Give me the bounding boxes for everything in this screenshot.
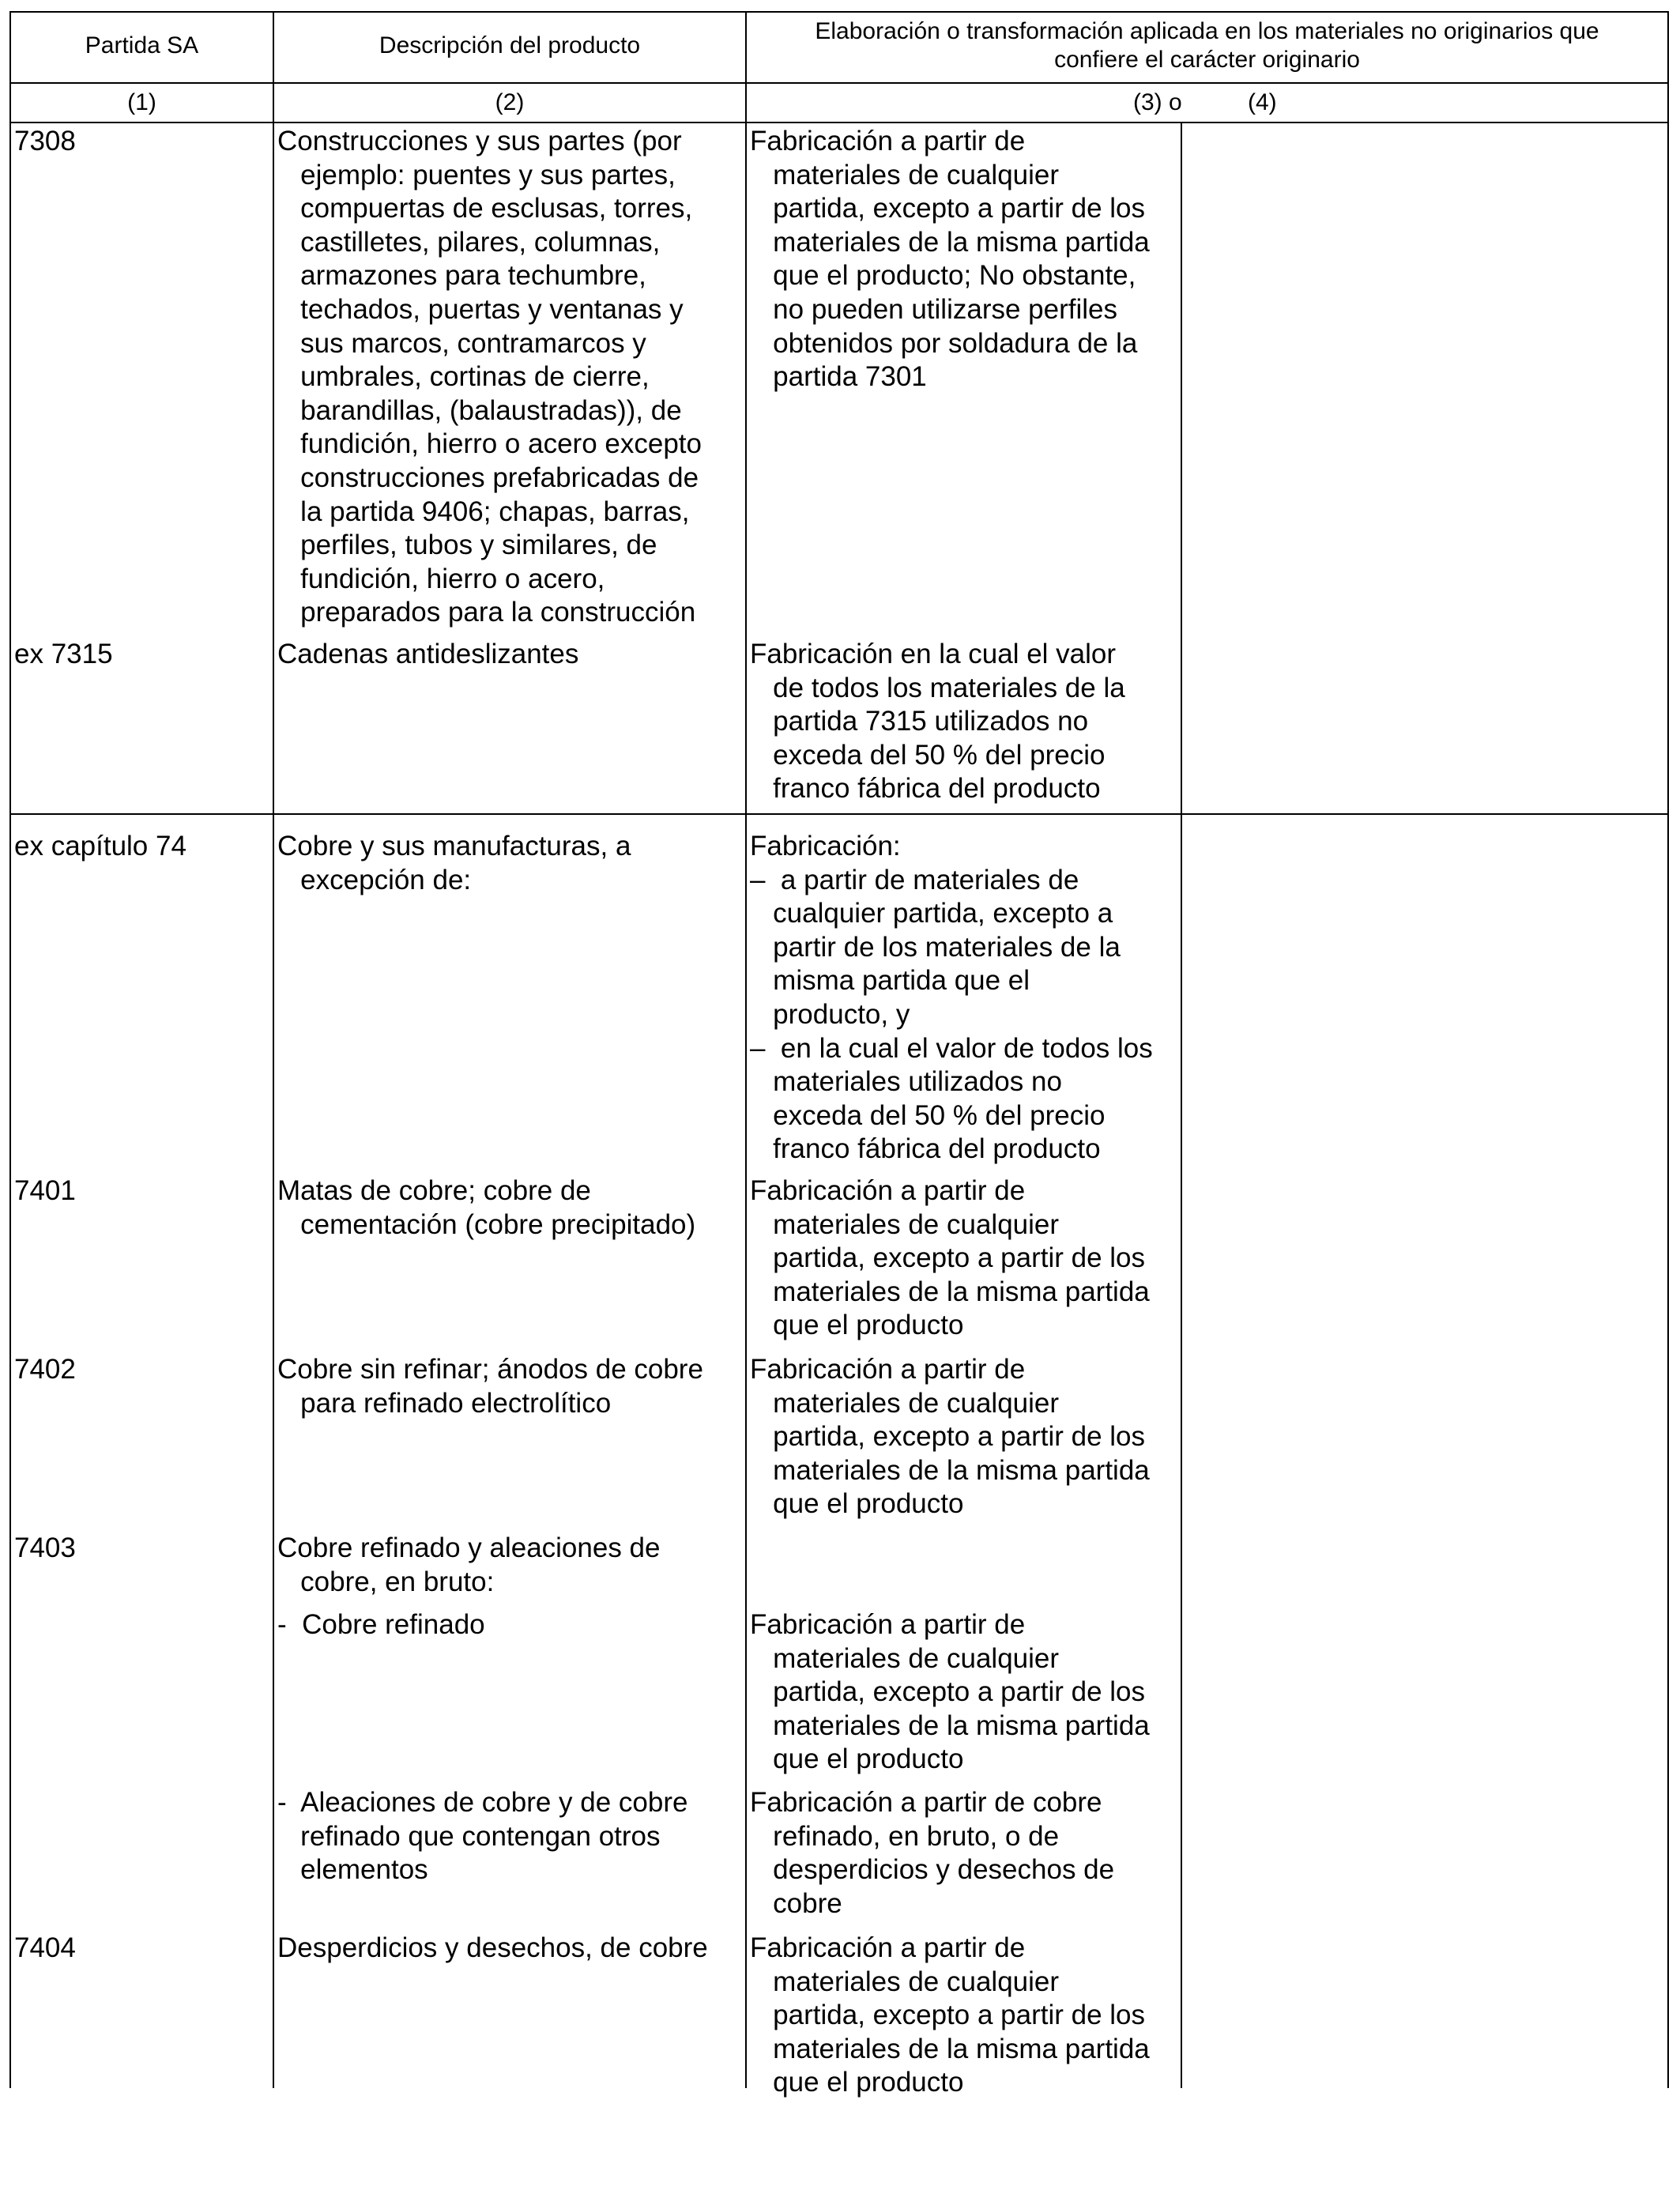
description-line: Cobre y sus manufacturas, a <box>277 831 631 861</box>
col2-divider <box>745 11 747 2088</box>
header-elaboracion-line1: Elaboración o transformación aplicada en los materiales no originarios que <box>815 18 1599 44</box>
rule-line: cobre <box>750 1887 842 1919</box>
rule-line: materiales de cualquier <box>750 1966 1060 1997</box>
rule-line: materiales de cualquier <box>750 159 1060 190</box>
section-divider <box>9 813 1669 815</box>
partida-code: 7308 <box>14 126 76 156</box>
column-number-1: (1) <box>127 89 156 115</box>
rule-line: Fabricación en la cual el valor <box>750 639 1117 669</box>
left-border <box>9 11 11 2088</box>
description-line: - Aleaciones de cobre y de cobre <box>277 1787 688 1818</box>
rule-line: materiales de cualquier <box>750 1387 1060 1419</box>
description-line: castilletes, pilares, columnas, <box>277 226 661 258</box>
column-number-2: (2) <box>495 89 525 115</box>
rule-line: Fabricación a partir de cobre <box>750 1787 1102 1818</box>
column-number-divider <box>9 122 1669 123</box>
description-line: excepción de: <box>277 864 472 895</box>
column-number-3: (3) o <box>1133 89 1182 115</box>
rule-line: materiales de la misma partida <box>750 1454 1150 1486</box>
rule-line: partida 7301 <box>750 361 927 393</box>
header-partida-sa: Partida SA <box>85 32 199 58</box>
right-border <box>1667 11 1669 2088</box>
description-line: construcciones prefabricadas de <box>277 462 699 493</box>
description-line: barandillas, (balaustradas)), de <box>277 394 682 426</box>
rule-line: materiales de la misma partida <box>750 2033 1150 2064</box>
rule-line: partida 7315 utilizados no <box>750 706 1089 737</box>
description-line: compuertas de esclusas, torres, <box>277 193 693 224</box>
rule-line: Fabricación a partir de <box>750 1932 1026 1963</box>
rule-line: refinado, en bruto, o de <box>750 1820 1060 1852</box>
description-line: - Cobre refinado <box>277 1609 485 1640</box>
header-elaboracion-line2: confiere el carácter originario <box>1054 47 1360 73</box>
header-divider <box>9 82 1669 84</box>
rule-line: que el producto; No obstante, <box>750 260 1136 292</box>
rule-line: franco fábrica del producto <box>750 1133 1101 1165</box>
table-top-border <box>9 11 1669 13</box>
rule-line: partida, excepto a partir de los <box>750 1421 1145 1453</box>
description-line: armazones para techumbre, <box>277 260 646 292</box>
col1-divider <box>273 11 274 2088</box>
rule-line: materiales de cualquier <box>750 1642 1060 1674</box>
description-line: ejemplo: puentes y sus partes, <box>277 159 676 190</box>
description-line: techados, puertas y ventanas y <box>277 294 684 325</box>
rule-line: misma partida que el <box>750 965 1030 997</box>
rule-line: – a partir de materiales de <box>750 864 1079 895</box>
description-line: Matas de cobre; cobre de <box>277 1175 591 1206</box>
rule-line: exceda del 50 % del precio <box>750 739 1106 771</box>
rule-line: cualquier partida, excepto a <box>750 898 1113 929</box>
col3-divider <box>1181 122 1182 2088</box>
rule-line: – en la cual el valor de todos los <box>750 1032 1153 1064</box>
rule-line: Fabricación a partir de <box>750 1609 1026 1640</box>
header-descripcion: Descripción del producto <box>379 32 641 58</box>
description-line: fundición, hierro o acero, <box>277 563 605 594</box>
description-line: refinado que contengan otros <box>277 1820 661 1852</box>
description-line: sus marcos, contramarcos y <box>277 327 646 359</box>
rule-line: Fabricación a partir de <box>750 1354 1026 1385</box>
description-line: cobre, en bruto: <box>277 1566 495 1597</box>
description-line: Cobre sin refinar; ánodos de cobre <box>277 1354 703 1385</box>
rule-line: partida, excepto a partir de los <box>750 2000 1145 2031</box>
description-line: Cadenas antideslizantes <box>277 639 579 669</box>
description-line: Desperdicios y desechos, de cobre <box>277 1932 708 1963</box>
rule-line: franco fábrica del producto <box>750 773 1101 805</box>
partida-code: 7401 <box>14 1175 76 1206</box>
description-line: para refinado electrolítico <box>277 1387 612 1419</box>
description-line: Construcciones y sus partes (por <box>277 126 682 156</box>
description-line: la partida 9406; chapas, barras, <box>277 496 690 527</box>
rule-line: materiales de la misma partida <box>750 1710 1150 1741</box>
description-line: fundición, hierro o acero excepto <box>277 428 702 460</box>
partida-code: ex 7315 <box>14 639 113 669</box>
rule-line: que el producto <box>750 1310 964 1341</box>
rule-line: que el producto <box>750 1744 964 1775</box>
column-number-4: (4) <box>1248 89 1277 115</box>
rule-line: desperdicios y desechos de <box>750 1854 1115 1886</box>
description-line: cementación (cobre precipitado) <box>277 1208 696 1240</box>
partida-code: 7403 <box>14 1532 76 1563</box>
rule-line: materiales de cualquier <box>750 1208 1060 1240</box>
description-line: Cobre refinado y aleaciones de <box>277 1532 661 1563</box>
rule-line: partida, excepto a partir de los <box>750 1242 1145 1274</box>
rule-line: de todos los materiales de la <box>750 672 1125 703</box>
rule-line: no pueden utilizarse perfiles <box>750 294 1117 325</box>
rule-line: exceda del 50 % del precio <box>750 1099 1106 1131</box>
rule-line: producto, y <box>750 999 910 1030</box>
rule-line: materiales utilizados no <box>750 1066 1062 1098</box>
rule-line: Fabricación a partir de <box>750 126 1026 156</box>
description-line: elementos <box>277 1854 428 1886</box>
description-line: umbrales, cortinas de cierre, <box>277 361 650 393</box>
rule-line: que el producto <box>750 2067 964 2098</box>
description-line: preparados para la construcción <box>277 597 696 628</box>
partida-code: 7404 <box>14 1932 76 1963</box>
rule-line: Fabricación: <box>750 831 901 861</box>
partida-code: 7402 <box>14 1354 76 1385</box>
rule-line: partida, excepto a partir de los <box>750 193 1145 224</box>
rule-line: partida, excepto a partir de los <box>750 1676 1145 1708</box>
rule-line: materiales de la misma partida <box>750 1276 1150 1307</box>
rule-line: obtenidos por soldadura de la <box>750 327 1138 359</box>
rule-line: que el producto <box>750 1488 964 1520</box>
rule-line: materiales de la misma partida <box>750 226 1150 258</box>
description-line: perfiles, tubos y similares, de <box>277 530 657 561</box>
rule-line: Fabricación a partir de <box>750 1175 1026 1206</box>
partida-code: ex capítulo 74 <box>14 831 186 861</box>
rule-line: partir de los materiales de la <box>750 931 1121 963</box>
